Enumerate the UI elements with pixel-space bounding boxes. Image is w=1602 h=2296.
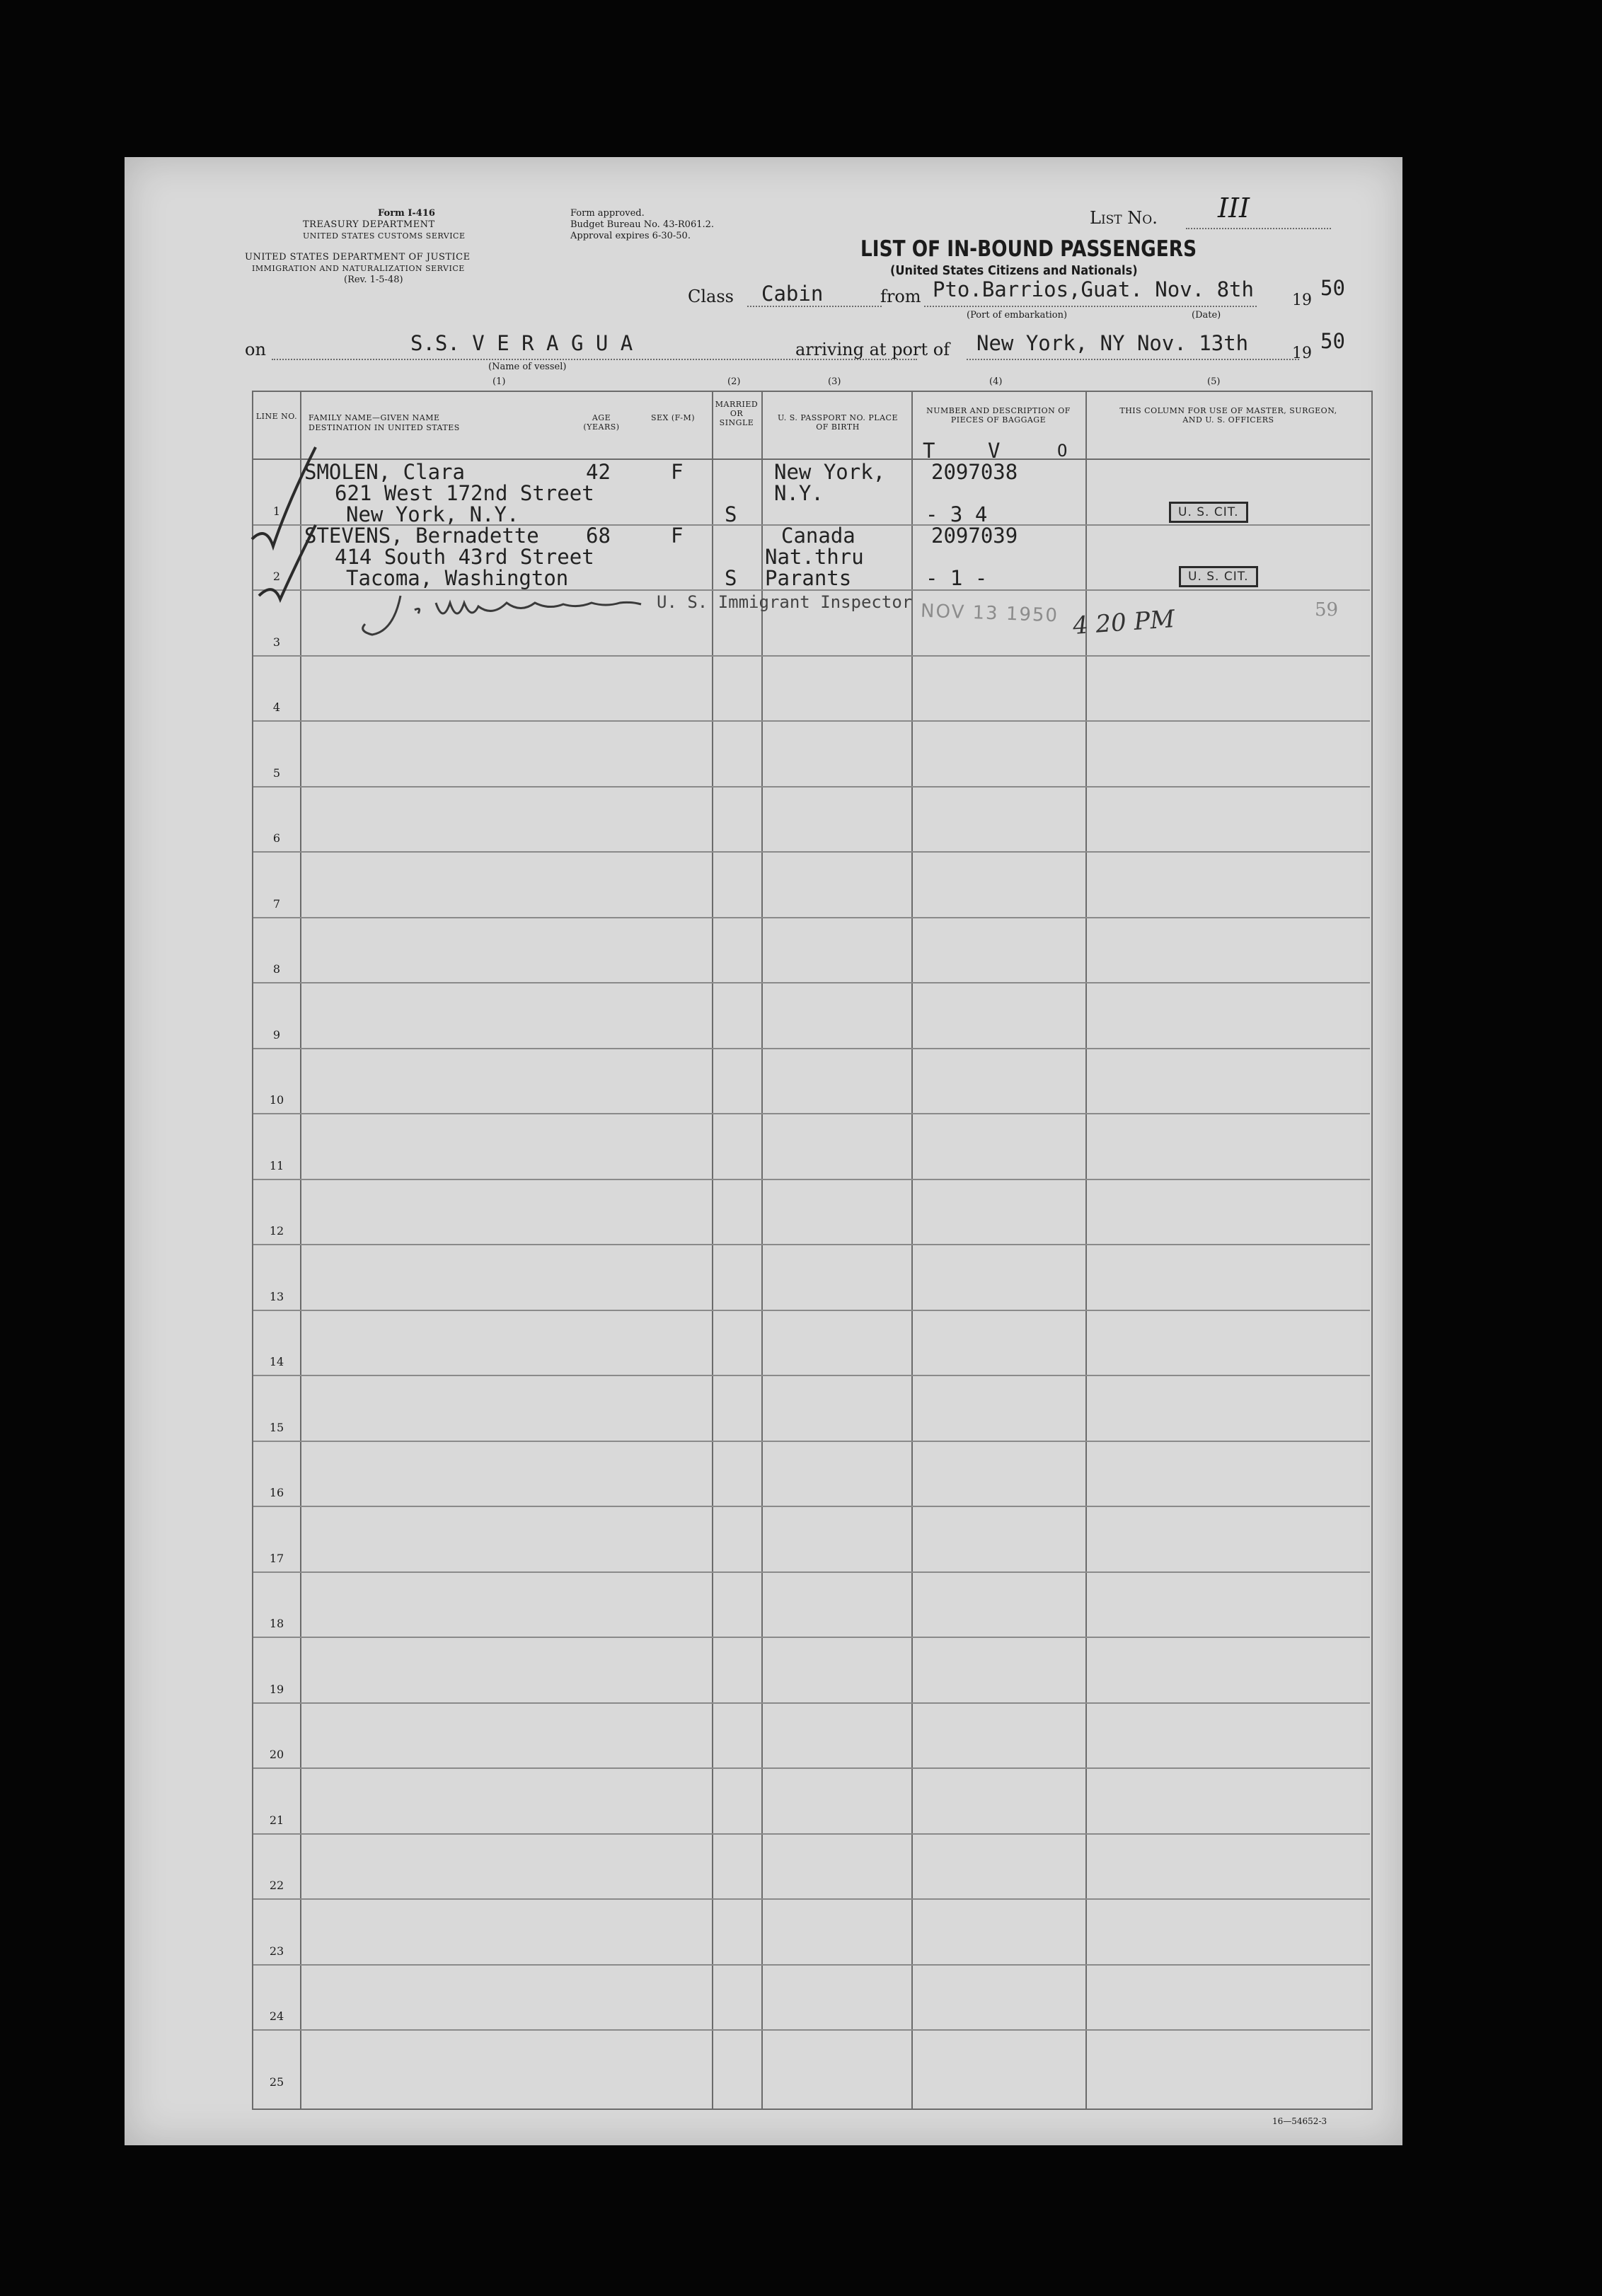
treasury-department: TREASURY DEPARTMENT	[303, 219, 435, 230]
line-number: 17	[269, 1551, 284, 1565]
passenger-2-baggage: - 1 -	[926, 566, 988, 590]
header-married-single: MARRIED OR SINGLE	[715, 400, 759, 427]
page-subtitle: (United States Citizens and Nationals)	[890, 263, 1138, 278]
row-rule	[253, 1964, 1370, 1966]
column-divider	[1085, 391, 1087, 2108]
passenger-2-birthplace-2: Nat.thru	[765, 545, 864, 569]
passenger-2-name: STEVENS, Bernadette	[304, 524, 539, 548]
inspection-time-note: 4 20 PM	[1071, 605, 1176, 640]
line-number: 10	[269, 1093, 284, 1107]
row-rule	[253, 1833, 1370, 1835]
column-divider	[712, 391, 713, 2108]
corner-number: 59	[1315, 599, 1339, 621]
passenger-2-passport: 2097039	[931, 524, 1018, 548]
approval-line-3: Approval expires 6-30-50.	[570, 231, 691, 241]
passenger-1-name: SMOLEN, Clara	[304, 460, 465, 484]
customs-service: UNITED STATES CUSTOMS SERVICE	[303, 231, 466, 241]
year-suffix-2: 50	[1320, 329, 1345, 353]
baggage-v: V	[988, 439, 1001, 463]
passenger-1-age: 42	[586, 460, 611, 484]
from-value: Pto.Barrios,Guat. Nov. 8th	[933, 277, 1254, 301]
header-sex: SEX (F-M)	[650, 413, 696, 422]
baggage-t: T	[923, 439, 935, 463]
line-number: 12	[269, 1224, 284, 1238]
row-rule	[253, 1441, 1370, 1442]
passenger-1-birthplace: New York,	[774, 460, 886, 484]
check-mark-icon	[245, 440, 323, 603]
date-caption: (Date)	[1192, 310, 1221, 321]
header-baggage: NUMBER AND DESCRIPTION OF PIECES OF BAGGAGE	[926, 406, 1071, 425]
passenger-1-address: 621 West 172nd Street	[335, 481, 594, 505]
from-label: from	[880, 287, 921, 306]
line-number: 21	[269, 1813, 284, 1827]
passenger-2-age: 68	[586, 524, 611, 548]
line-number: 22	[269, 1879, 284, 1892]
row-rule	[253, 1898, 1370, 1900]
row-rule	[253, 1048, 1370, 1049]
line-number: 24	[269, 2009, 284, 2023]
column-divider	[761, 391, 763, 2108]
revision: (Rev. 1-5-48)	[344, 275, 403, 285]
header-passport: U. S. PASSPORT NO. PLACE OF BIRTH	[777, 413, 899, 432]
line-number: 5	[272, 766, 281, 780]
passenger-1-birthplace-2: N.Y.	[774, 481, 824, 505]
form-number: Form I-416	[378, 208, 435, 219]
passenger-2-address: 414 South 43rd Street	[335, 545, 594, 569]
ins-title: IMMIGRATION AND NATURALIZATION SERVICE	[252, 264, 465, 273]
passenger-2-sex: F	[671, 524, 684, 548]
column-number-4: (4)	[989, 376, 1003, 387]
line-number: 8	[272, 962, 281, 976]
inspector-title: U. S. Immigrant Inspector	[657, 592, 913, 612]
line-number: 13	[269, 1289, 284, 1303]
manifest-table	[252, 391, 1373, 2110]
line-number: 19	[269, 1682, 284, 1696]
column-number-5: (5)	[1207, 376, 1221, 387]
row-rule	[253, 1113, 1370, 1114]
row-rule	[253, 1702, 1370, 1704]
list-no-label: List No.	[1090, 208, 1158, 228]
passenger-1-sex: F	[671, 460, 684, 484]
vessel-name: S.S. V E R A G U A	[410, 331, 633, 355]
passenger-1-city: New York, N.Y.	[346, 502, 519, 526]
line-number: 16	[269, 1486, 284, 1499]
from-line	[924, 306, 1257, 307]
inspector-signature-icon	[351, 582, 648, 645]
column-divider	[300, 391, 301, 2108]
row-rule	[253, 917, 1370, 918]
column-number-2: (2)	[727, 376, 741, 387]
line-number: 18	[269, 1617, 284, 1630]
passenger-2-birthplace: Canada	[781, 524, 855, 548]
row-rule	[253, 1571, 1370, 1573]
line-number: 6	[272, 831, 281, 845]
list-no-line	[1186, 228, 1331, 229]
line-number: 11	[269, 1158, 284, 1172]
year-prefix-1: 19	[1292, 292, 1312, 309]
line-number: 9	[272, 1027, 281, 1042]
arrival-line	[967, 359, 1299, 360]
line-number: 20	[269, 1748, 284, 1761]
class-label: Class	[688, 287, 734, 306]
row-rule	[253, 1179, 1370, 1180]
line-number: 2	[272, 570, 281, 583]
column-number-1: (1)	[492, 376, 506, 387]
year-prefix-2: 19	[1292, 345, 1312, 362]
approval-line-2: Budget Bureau No. 43-R061.2.	[570, 219, 715, 230]
row-rule	[253, 1310, 1370, 1311]
line-number: 4	[272, 700, 281, 714]
approval-line-1: Form approved.	[570, 208, 645, 219]
column-number-3: (3)	[828, 376, 841, 387]
row-rule	[253, 982, 1370, 983]
baggage-o: O	[1057, 441, 1068, 461]
footer-code: 16—54652-3	[1272, 2116, 1327, 2126]
arrival-value: New York, NY Nov. 13th	[976, 331, 1249, 355]
doj-title: UNITED STATES DEPARTMENT OF JUSTICE	[245, 252, 471, 263]
header-age: AGE (YEARS)	[583, 413, 620, 432]
on-label: on	[245, 340, 266, 359]
row-rule	[253, 851, 1370, 853]
row-rule	[253, 2029, 1370, 2031]
passenger-2-birthplace-3: Parants	[765, 566, 852, 590]
passenger-1-marital: S	[725, 502, 737, 526]
class-line	[747, 306, 882, 307]
port-embarkation-caption: (Port of embarkation)	[967, 310, 1068, 321]
header-line-no: LINE NO.	[255, 412, 298, 421]
list-no-value: III	[1218, 192, 1250, 224]
line-number: 7	[272, 896, 281, 911]
passenger-2-marital: S	[725, 566, 737, 590]
line-number: 15	[269, 1420, 284, 1434]
header-destination: DESTINATION IN UNITED STATES	[309, 423, 460, 432]
row-rule	[253, 1506, 1370, 1507]
header-family-name: FAMILY NAME—GIVEN NAME	[309, 413, 440, 422]
row-rule	[253, 655, 1370, 657]
row-rule	[253, 720, 1370, 722]
arriving-label: arriving at port of	[795, 340, 950, 359]
header-officers: THIS COLUMN FOR USE OF MASTER, SURGEON, AND U. S. OFFICERS	[1119, 406, 1337, 425]
page-title: LIST OF IN-BOUND PASSENGERS	[860, 236, 1197, 262]
year-suffix-1: 50	[1320, 276, 1345, 300]
passenger-1-baggage: - 3 4	[926, 502, 988, 526]
passenger-1-passport: 2097038	[931, 460, 1018, 484]
row-rule	[253, 1244, 1370, 1245]
row-rule	[253, 1375, 1370, 1376]
line-number: 25	[269, 2075, 284, 2089]
line-number: 14	[269, 1355, 284, 1368]
row-rule	[253, 1767, 1370, 1769]
row-rule	[253, 786, 1370, 788]
passenger-2-city: Tacoma, Washington	[346, 566, 569, 590]
column-divider	[911, 391, 913, 2108]
row-rule	[253, 1637, 1370, 1638]
class-value: Cabin	[761, 282, 824, 306]
passenger-2-citizen-stamp: U. S. CIT.	[1179, 566, 1258, 587]
line-number: 23	[269, 1944, 284, 1958]
line-number: 1	[272, 504, 281, 518]
inspection-date-stamp: NOV 13 1950	[920, 600, 1059, 627]
passenger-1-citizen-stamp: U. S. CIT.	[1169, 502, 1248, 523]
line-number: 3	[272, 635, 281, 649]
passenger-manifest-page	[125, 157, 1402, 2145]
vessel-caption: (Name of vessel)	[488, 362, 567, 372]
